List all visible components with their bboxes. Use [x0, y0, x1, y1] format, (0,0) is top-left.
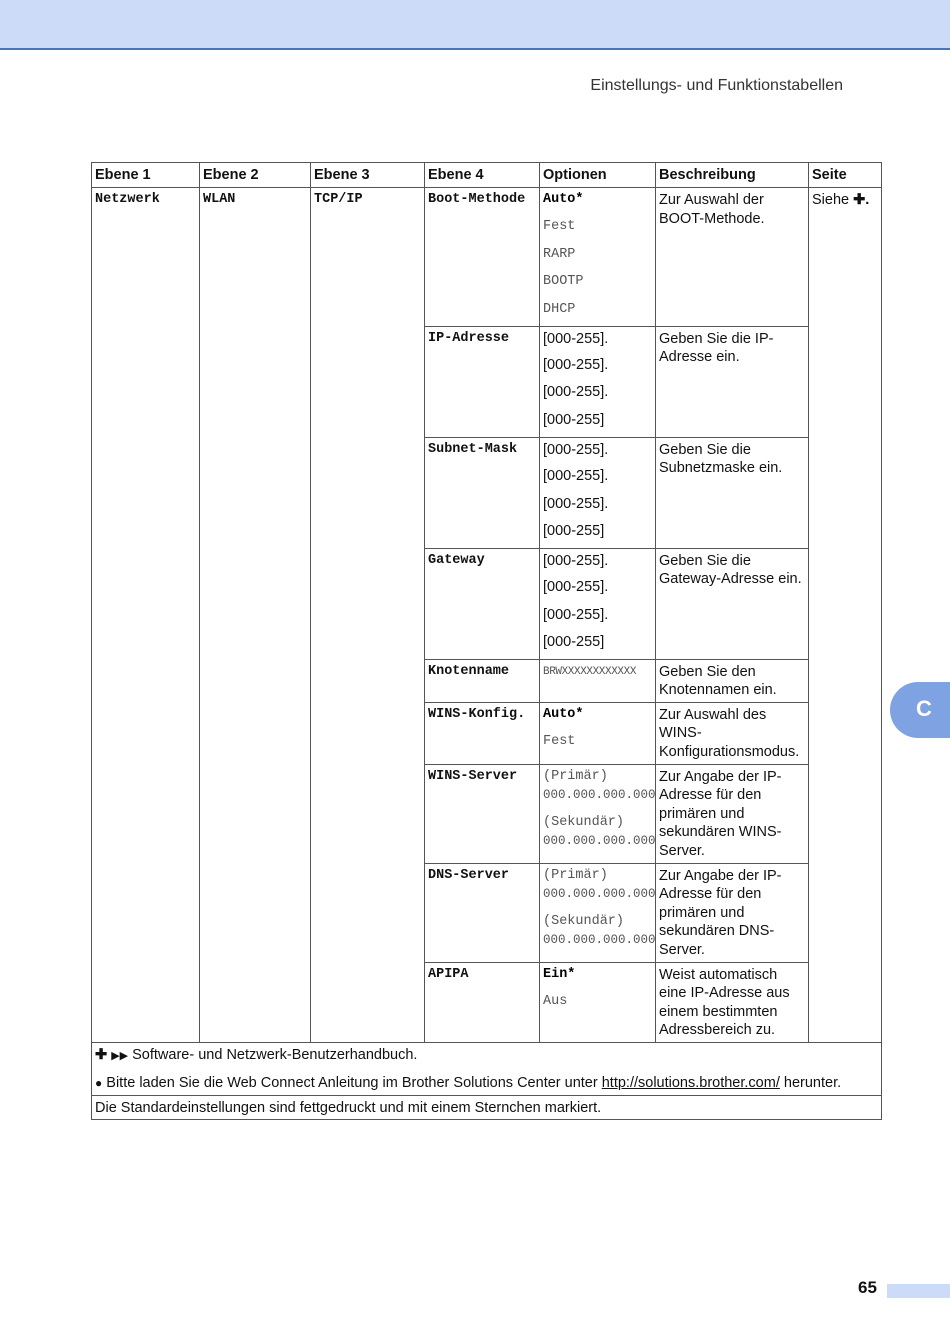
solutions-center-link[interactable]: http://solutions.brother.com/ [601, 1075, 780, 1092]
footnote-guide [95, 1046, 878, 1066]
options-cell [540, 326, 656, 437]
page-ref-cell [809, 188, 882, 1043]
level3-cell: TCP/IP [311, 188, 425, 1043]
level4-cell: Gateway [425, 548, 540, 659]
option-label: (Sekundär) [543, 913, 625, 929]
options-cell [540, 863, 656, 962]
option-label: (Primär) [543, 867, 608, 883]
table-row [92, 188, 882, 327]
description-cell: Geben Sie die Gateway-Adresse ein. [656, 548, 809, 659]
level4-cell: Subnet-Mask [425, 437, 540, 548]
option: [000-255]. [543, 441, 609, 458]
options-cell [540, 659, 656, 702]
bullet-icon: ● [95, 1076, 103, 1091]
option: [000-255] [543, 412, 605, 429]
option-value: 000.000.000.000 [543, 834, 656, 849]
description-cell: Zur Angabe der IP-Adresse für den primären und sekundären WINS-Server. [656, 764, 809, 863]
option: Aus [543, 993, 568, 1009]
description-cell: Weist automatisch eine IP-Adresse aus einem bestimmten Adressbereich zu. [656, 962, 809, 1042]
option: [000-255]. [543, 467, 609, 484]
footer-band [887, 1284, 950, 1298]
option: RARP [543, 246, 576, 262]
option: BOOTP [543, 274, 584, 290]
option-default: Ein* [543, 966, 576, 982]
options-cell [540, 702, 656, 764]
options-cell [540, 188, 656, 327]
level4-cell: DNS-Server [425, 863, 540, 962]
level4-cell: Knotenname [425, 659, 540, 702]
column-header: Optionen [540, 163, 656, 188]
option-default: Auto* [543, 706, 584, 722]
option: [000-255]. [543, 330, 609, 347]
see-arrow-icon: ▶▶ [111, 1049, 129, 1062]
column-header: Beschreibung [656, 163, 809, 188]
page-number: 65 [858, 1278, 877, 1297]
download-suffix: herunter. [783, 1075, 842, 1092]
option: Fest [543, 733, 576, 749]
guide-reference: Software- und Netzwerk-Benutzerhandbuch. [132, 1046, 418, 1063]
option: [000-255]. [543, 606, 609, 623]
options-cell [540, 764, 656, 863]
header-band [0, 0, 950, 50]
option-value: 000.000.000.000 [543, 788, 656, 803]
table-header-row [92, 163, 882, 188]
option: [000-255] [543, 634, 605, 651]
footnote-row [92, 1042, 882, 1095]
description-cell: Zur Auswahl der BOOT-Methode. [656, 188, 809, 327]
column-header: Ebene 1 [92, 163, 200, 188]
running-title: Einstellungs- und Funktionstabellen [590, 77, 843, 94]
description-cell: Zur Auswahl des WINS-Konfigurationsmodus. [656, 702, 809, 764]
option: [000-255]. [543, 384, 609, 401]
description-cell: Geben Sie die IP-Adresse ein. [656, 326, 809, 437]
description-cell: Geben Sie den Knotennamen ein. [656, 659, 809, 702]
option-label: (Sekundär) [543, 814, 625, 830]
defaults-note-row [92, 1095, 882, 1120]
level2-cell: WLAN [200, 188, 311, 1043]
option-value: 000.000.000.000 [543, 933, 656, 948]
cross-reference-icon: ✚. [853, 192, 870, 208]
level4-cell: WINS-Konfig. [425, 702, 540, 764]
options-cell [540, 437, 656, 548]
description-cell: Zur Angabe der IP-Adresse für den primären und sekundären DNS-Server. [656, 863, 809, 962]
option-value: 000.000.000.000 [543, 887, 656, 902]
chapter-tab: C [890, 682, 950, 738]
level4-cell: Boot-Methode [425, 188, 540, 327]
settings-table [91, 162, 882, 1120]
option: [000-255]. [543, 578, 609, 595]
option-label: (Primär) [543, 768, 608, 784]
footnote-cell [92, 1042, 882, 1095]
option: [000-255]. [543, 552, 609, 569]
level4-cell: IP-Adresse [425, 326, 540, 437]
option: [000-255]. [543, 495, 609, 512]
level4-cell: APIPA [425, 962, 540, 1042]
option: BRWXXXXXXXXXXXX [543, 665, 637, 678]
page-ref-label: Siehe [812, 192, 850, 208]
download-text: Bitte laden Sie die Web Connect Anleitung im Brother Solutions Center unter [106, 1075, 598, 1092]
option: DHCP [543, 302, 576, 318]
level1-cell: Netzwerk [92, 188, 200, 1043]
description-cell: Geben Sie die Subnetzmaske ein. [656, 437, 809, 548]
option: [000-255]. [543, 356, 609, 373]
options-cell [540, 548, 656, 659]
column-header: Seite [809, 163, 882, 188]
option: Fest [543, 219, 576, 234]
options-cell [540, 962, 656, 1042]
option-default: Auto* [543, 192, 584, 207]
level4-cell: WINS-Server [425, 764, 540, 863]
column-header: Ebene 2 [200, 163, 311, 188]
cross-reference-icon: ✚ [95, 1046, 108, 1063]
column-header: Ebene 4 [425, 163, 540, 188]
column-header: Ebene 3 [311, 163, 425, 188]
defaults-note: Die Standardeinstellungen sind fettgedruckt und mit einem Sternchen markiert. [92, 1095, 882, 1120]
option: [000-255] [543, 523, 605, 540]
footnote-download [95, 1074, 878, 1093]
